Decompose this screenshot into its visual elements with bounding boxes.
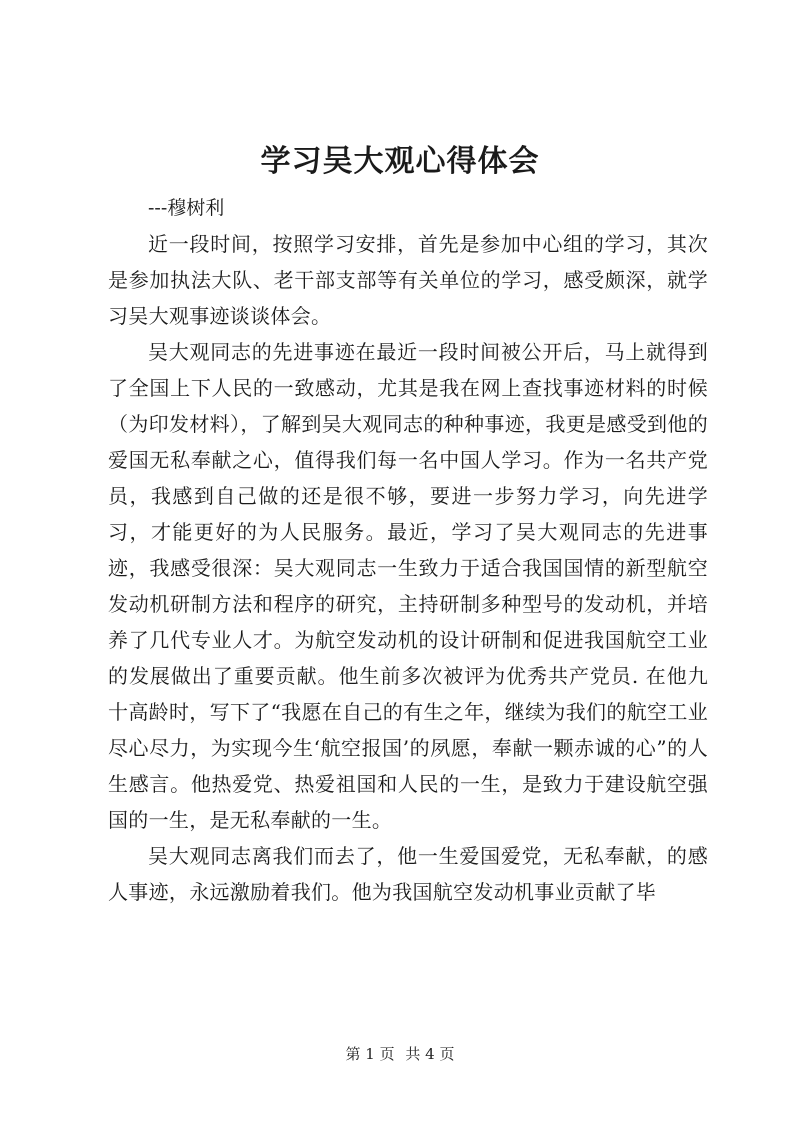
paragraph: 吴大观同志的先进事迹在最近一段时间被公开后，马上就得到了全国上下人民的一致感动，尤其是我在网上查找事迹材料的时候（为印发材料），了解到吴大观同志的种种事迹，我更是感受到他的爱国无私奉献之心，值得我们每一名中国人学习。作为一名共产党员，我感到自己做的还是很不够，要进一步努力学习，向先进学习，才能更好的为人民服务。最近，学习了吴大观同志的先进事迹，我感受很深：吴大观同志一生致力于适合我国国情的新型航空发动机研制方法和程序的研究，主持研制多种型号的发动机，并培养了几代专业人才。为航空发动机的设计研制和促进我国航空工业的发展做出了重要贡献。他生前多次被评为优秀共产党员. 在他九十高龄时，写下了“我愿在自己的有生之年，继续为我们的航空工业尽心尽力，为实现今生‘航空报国’的夙愿，奉献一颗赤诚的心”的人生感言。他热爱党、热爱祖国和人民的一生，是致力于建设航空强国的一生，是无私奉献的一生。: [108, 340, 708, 832]
document-title: 学习吴大观心得体会: [260, 144, 540, 179]
page-count: 共 4 页: [405, 1045, 455, 1063]
paragraph: 近一段时间，按照学习安排，首先是参加中心组的学习，其次是参加执法大队、老干部支部等有关单位的学习，感受颇深，就学习吴大观事迹谈谈体会。: [108, 232, 708, 328]
document-body: [108, 226, 708, 910]
author-byline: ---穆树利: [148, 197, 225, 219]
paragraph: 吴大观同志离我们而去了，他一生爱国爱党，无私奉献，的感人事迹，永远激励着我们。他为我国航空发动机事业贡献了毕: [108, 844, 708, 904]
page-number: 第 1 页: [345, 1045, 395, 1063]
page-footer: [0, 1042, 800, 1066]
